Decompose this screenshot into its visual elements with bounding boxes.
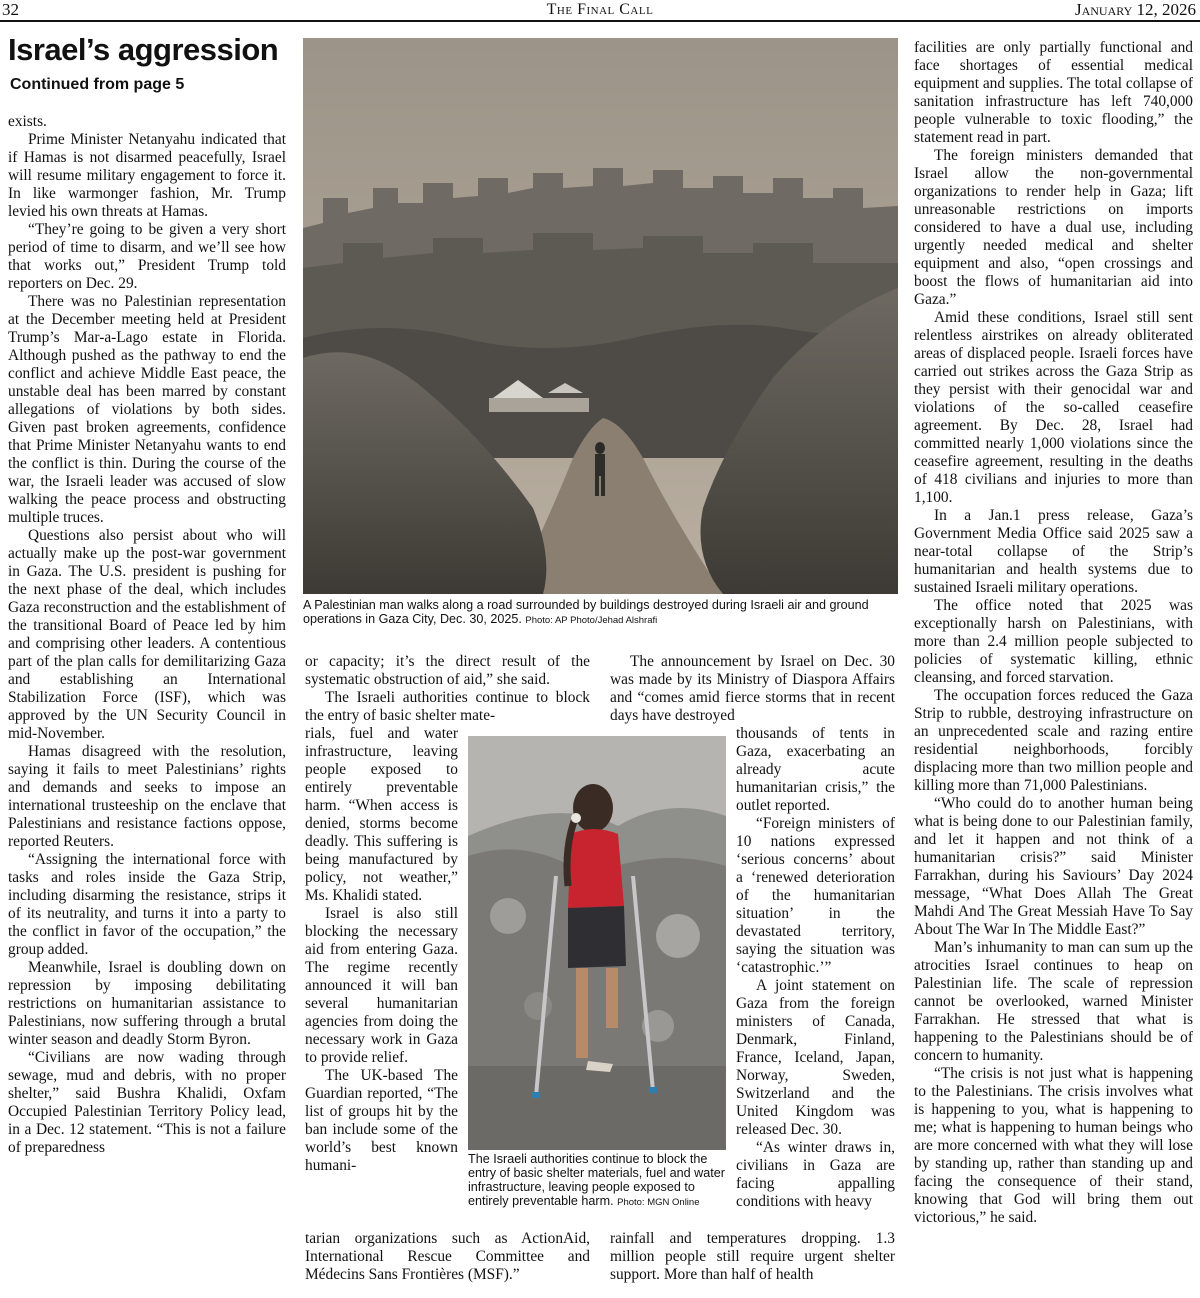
paragraph: The occupation forces reduced the Gaza Strip to rubble, destroying infrastructure on an unprecedented scale and razing entire residential neighborhoods, forcibly displacing more than two million people and killing more than 71,000 Palestinians.: [914, 687, 1193, 794]
page-number: 32: [2, 0, 19, 19]
paragraph: Israel is also still blocking the necessary aid from entering Gaza. The regime recently announced it will ban several humanitarian agencies from doing the necessary work in Gaza to provide relief.: [305, 905, 458, 1066]
column-2-bottom: [305, 1230, 590, 1284]
paragraph: The foreign ministers demanded that Israel allow the non-governmental organizations to render help in Gaza; lift unreasonable restrictions on imports considered to have a dual use, including urgently needed medical and shelter equipment and also, “open crossings and boost the flows of humanitarian aid into Gaza.”: [914, 147, 1193, 308]
paragraph: “Foreign ministers of 10 nations expressed ‘serious concerns’ about a ‘renewed deterioration of the humanitarian situation’ in the devastated territory, saying the situation was ‘catastrophic.’”: [736, 815, 895, 976]
photo1-credit: Photo: AP Photo/Jehad Alshrafi: [525, 615, 658, 626]
paragraph: “Who could do to another human being what is being done to our Palestinian family, and let it happen and not think of a humanitarian crisis?” said Minister Farrakhan, during his Saviours’ Day 2024 message, “What Does Allah The Great Mahdi And The Great Messiah Have To Say About The War In The Middle East?”: [914, 795, 1193, 938]
paragraph: Hamas disagreed with the resolution, saying it fails to meet Palestinians’ rights and demands and seeks to impose an international trusteeship on the enclave that Palestinians and resistance factions oppose, reported Reuters.: [8, 743, 286, 850]
masthead: The Final Call: [546, 1, 654, 18]
photo2-caption-text: The Israeli authorities continue to block the entry of basic shelter materials, fuel and water infrastructure, leaving people exposed to entirely preventable harm.: [468, 1152, 725, 1208]
column-4: [914, 39, 1193, 1227]
page-header: [0, 0, 1200, 22]
gaza-city-ruins-photo: [303, 38, 898, 594]
paragraph: “They’re going to be given a very short period of time to disarm, and we’ll see how that works out,” President Trump told reporters on Dec. 29.: [8, 221, 286, 292]
column-3-narrow: [736, 725, 895, 1211]
paragraph: The UK-based The Guardian reported, “The list of groups hit by the ban include some of the world’s best known humani-: [305, 1067, 458, 1174]
column-2-narrow: [305, 725, 458, 1175]
paragraph: “The crisis is not just what is happening to the Palestinians. The crisis involves what is happening to you, what is happening to me; what is happening to human beings who are more concerned with what they will lose by standing up, rather than standing up and facing the consequence of their stand, knowing that God will bring them out victorious,” he said.: [914, 1065, 1193, 1226]
paragraph: Meanwhile, Israel is doubling down on repression by imposing debilitating restrictions on humanitarian assistance to Palestinians, now suffering through a brutal winter season and deadly Storm Byron.: [8, 959, 286, 1048]
paragraph: “Assigning the international force with tasks and roles inside the Gaza Strip, including disarming the resistance, strips it of its neutrality, and turns it into a party to the conflict in favor of the occupation,” the group added.: [8, 851, 286, 958]
photo2-credit: Photo: MGN Online: [617, 1197, 700, 1208]
column-1: [8, 113, 286, 1157]
paragraph: thousands of tents in Gaza, exacerbating an already acute humanitarian crisis,” the outlet reported.: [736, 725, 895, 814]
paragraph: The Israeli authorities continue to block the entry of basic shelter mate-: [305, 689, 590, 724]
paragraph: facilities are only partially functional and face shortages of essential medical equipment and supplies. The total collapse of sanitation infrastructure has left 740,000 people vulnerable to toxic flooding,” the statement read in part.: [914, 39, 1193, 146]
paragraph: or capacity; it’s the direct result of the systematic obstruction of aid,” she said.: [305, 653, 590, 688]
paragraph: The announcement by Israel on Dec. 30 was made by its Ministry of Diaspora Affairs and “comes amid fierce storms that in recent days have destroyed: [610, 653, 895, 724]
paragraph: Prime Minister Netanyahu indicated that if Hamas is not disarmed peacefully, Israel will resume military engagement to force it. In like warmonger fashion, Mr. Trump levied his own threats at Hamas.: [8, 131, 286, 220]
paragraph: rials, fuel and water infrastructure, leaving people exposed to entirely preventable harm. “When access is denied, storms become deadly. This suffering is being manufactured by policy, not weather,” Ms. Khalidi stated.: [305, 725, 458, 904]
paragraph: Amid these conditions, Israel still sent relentless airstrikes on already obliterated areas of displaced people. Israeli forces have carried out strikes across the Gaza Strip as they persist with their genocidal war and violations of the so-called ceasefire agreement. By Dec. 28, Israel had committed nearly 1,000 violations since the ceasefire agreement, resulting in the deaths of 418 civilians and injuries to more than 1,100.: [914, 309, 1193, 506]
column-3-bottom: [610, 1230, 895, 1284]
photo2-caption: [468, 1152, 728, 1210]
paragraph: “As winter draws in, civilians in Gaza are facing appalling conditions with heavy: [736, 1139, 895, 1210]
paragraph: “Civilians are now wading through sewage, mud and debris, with no proper shelter,” said Bushra Khalidi, Oxfam Occupied Palestinian Territory Policy lead, in a Dec. 12 statement. “This is not a failure of preparedness: [8, 1049, 286, 1156]
photo1-caption-text: A Palestinian man walks along a road surrounded by buildings destroyed during Israeli air and ground operations in Gaza City, Dec. 30, 2025.: [303, 598, 869, 626]
paragraph: The office noted that 2025 was exceptionally harsh on Palestinians, with more than 2.4 million people subjected to policies of systematic killing, ethnic cleansing, and forced starvation.: [914, 597, 1193, 686]
paragraph: exists.: [8, 113, 47, 130]
issue-date: January 12, 2026: [1074, 0, 1196, 19]
photo1-caption: [303, 598, 898, 628]
paragraph: Questions also persist about who will actually make up the post-war government in Gaza. The U.S. president is pushing for the next phase of the deal, which includes Gaza reconstruction and the establishment of the transitional Board of Peace led by him and comprising other leaders. A contentious part of the plan calls for demilitarizing Gaza and establishing an International Stabilization Force (ISF), which was approved by the UN Security Council in mid-November.: [8, 527, 286, 742]
paragraph: In a Jan.1 press release, Gaza’s Government Media Office said 2025 saw a near-total collapse of the Strip’s humanitarian and health systems due to sustained Israeli military operations.: [914, 507, 1193, 596]
headline: Israel’s aggression: [8, 32, 279, 67]
continued-line: Continued from page 5: [10, 76, 185, 93]
paragraph: tarian organizations such as ActionAid, International Rescue Committee and Médecins Sans Frontières (MSF).”: [305, 1230, 590, 1283]
column-2-top: [305, 653, 590, 725]
paragraph: A joint statement on Gaza from the foreign ministers of Canada, Denmark, Finland, France, Iceland, Japan, Norway, Sweden, Switzerland and the United Kingdom was released Dec. 30.: [736, 977, 895, 1138]
column-3-top: [610, 653, 895, 725]
girl-on-crutches-photo: [468, 736, 726, 1150]
paragraph: Man’s inhumanity to man can sum up the atrocities Israel continues to heap on Palestinian life. The scale of repression cannot be overlooked, warned Minister Farrakhan. He stressed that what is happening to the Palestinians should be of concern to humanity.: [914, 939, 1193, 1064]
paragraph: rainfall and temperatures dropping. 1.3 million people still require urgent shelter support. More than half of health: [610, 1230, 895, 1283]
paragraph: There was no Palestinian representation at the December meeting held at President Trump’s Mar-a-Lago estate in Florida. Although pushed as the pathway to end the conflict and achieve Middle East peace, the unstable deal has been marred by constant allegations of violations by both sides. Given past broken agreements, confidence that Prime Minister Netanyahu wants to end the conflict is thin. During the course of the war, the Israeli leader was accused of slow walking the peace process and obstructing multiple truces.: [8, 293, 286, 526]
header-rule: [0, 20, 1200, 22]
